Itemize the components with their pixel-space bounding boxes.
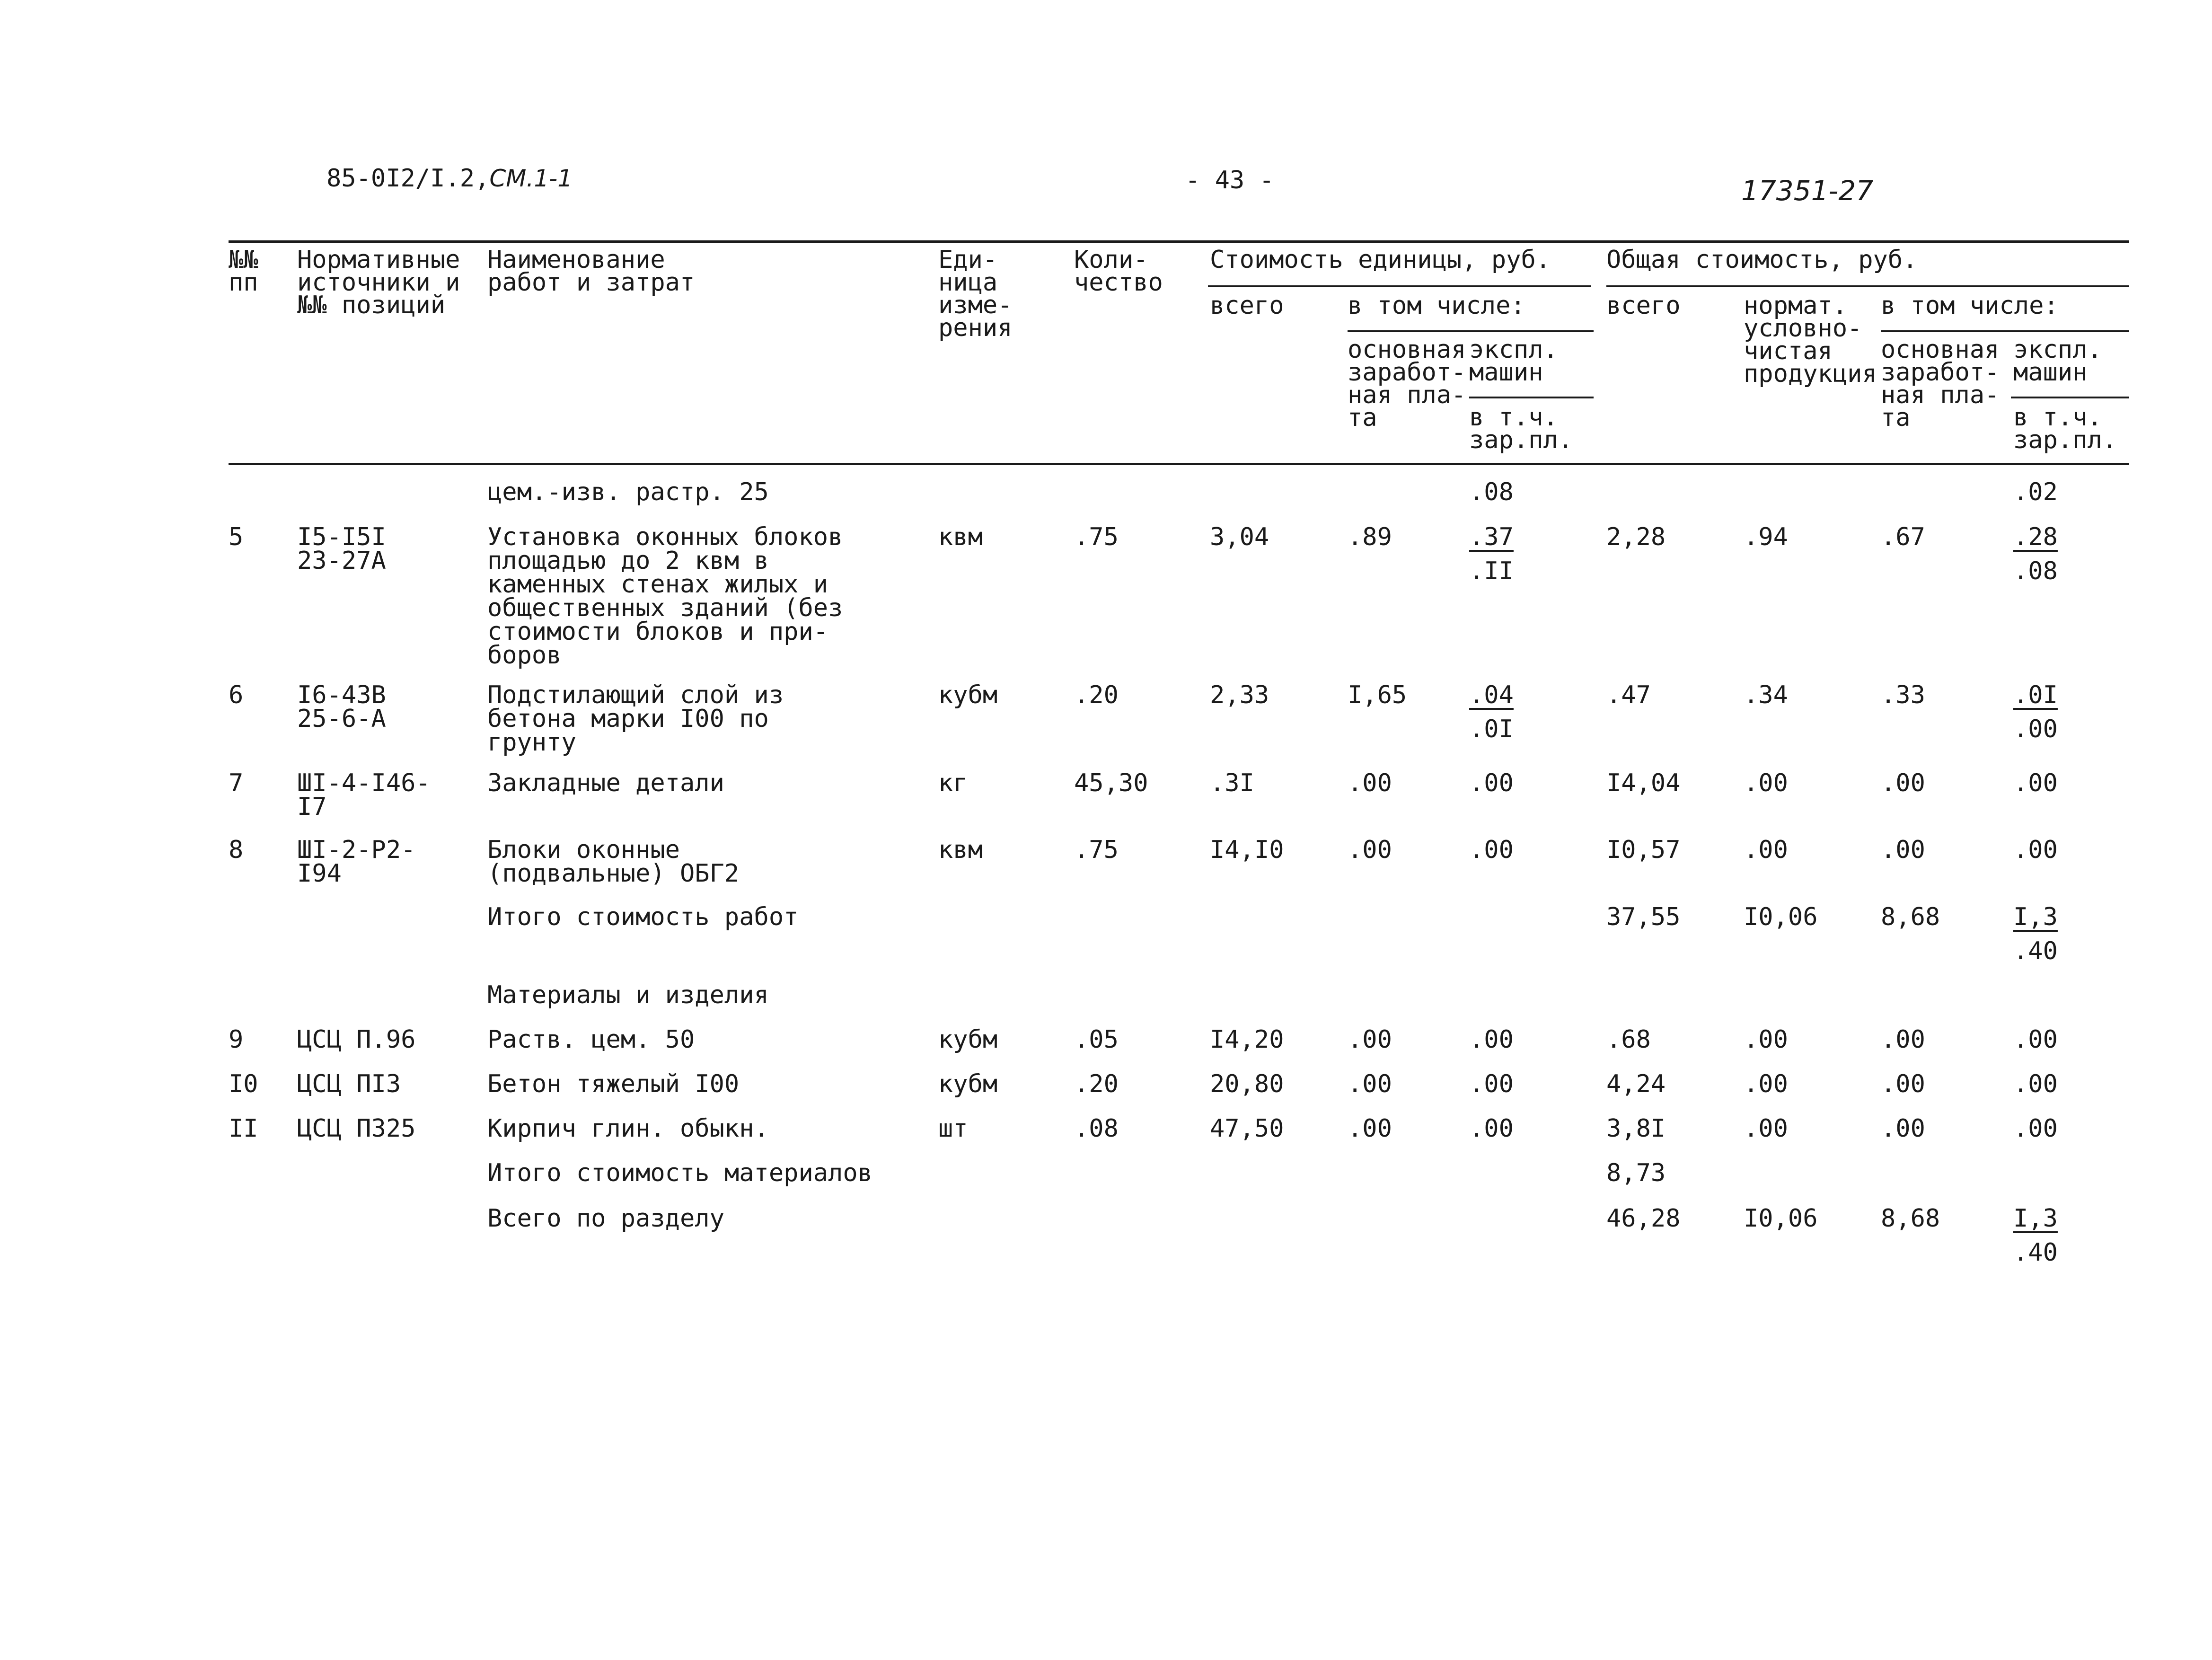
header-sources: Нормативные источники и №№ позиций: [297, 246, 460, 319]
cell-unit: кубм: [938, 681, 998, 709]
cell-name: Всего по разделу: [487, 1204, 724, 1233]
cell-t-wage: .00: [1881, 836, 1925, 864]
document-code-handwritten: СМ.1-1: [489, 165, 573, 192]
cell-t-mach: .28: [2013, 523, 2058, 551]
cell-u-mach: .04: [1469, 681, 1514, 709]
unit-cost-group-rule: [1208, 285, 1591, 287]
header-bottom-rule: [229, 463, 2129, 465]
cell-u-total: 20,80: [1210, 1070, 1284, 1098]
header-qty: Коли- чество: [1074, 246, 1163, 297]
cell-u-total: 2,33: [1210, 681, 1269, 709]
cell-num: I0: [229, 1070, 258, 1098]
header-name: Наименование работ и затрат: [487, 246, 695, 297]
cell-t-total: 37,55: [1606, 903, 1681, 931]
cell-u-total: 3,04: [1210, 523, 1269, 551]
cell-t-total: 3,8I: [1606, 1114, 1666, 1143]
cell-qty: .08: [1074, 1114, 1119, 1143]
cell-unit: шт: [938, 1114, 968, 1143]
unit-mach-rule: [1469, 397, 1594, 398]
cell-t-mach-wage: .00: [2013, 715, 2058, 743]
cell-u-total: I4,20: [1210, 1025, 1284, 1054]
cell-u-mach-wage: .0I: [1469, 715, 1514, 743]
cell-name: Установка оконных блоков площадью до 2 квм в каменных стенах жилых и общественных зданий (без стоимости блоков и при- боров: [487, 523, 843, 670]
cell-u-total: .3I: [1210, 769, 1254, 797]
cell-t-norm: .00: [1744, 836, 1788, 864]
cell-u-wage: .89: [1348, 523, 1392, 551]
unit-incl-rule: [1348, 330, 1594, 332]
cell-t-total: .47: [1606, 681, 1651, 709]
header-tot-norm: нормат. условно- чистая продукция: [1744, 291, 1877, 388]
cell-t-total: .68: [1606, 1025, 1651, 1054]
cell-unit: кубм: [938, 1025, 998, 1054]
cell-qty: .75: [1074, 836, 1119, 864]
cell-t-norm: .00: [1744, 1070, 1788, 1098]
cell-t-total: I0,57: [1606, 836, 1681, 864]
cell-t-mach: .00: [2013, 836, 2058, 864]
header-tot-wage: основная заработ- ная пла- та: [1881, 336, 2000, 432]
cell-name: Кирпич глин. обыкн.: [487, 1114, 769, 1143]
cell-t-wage: .67: [1881, 523, 1925, 551]
header-tot-incl: в том числе:: [1881, 291, 2059, 320]
cell-t-mach: .00: [2013, 1070, 2058, 1098]
header-unit-cost-group: Стоимость единицы, руб.: [1210, 246, 1551, 274]
cell-qty: .20: [1074, 681, 1119, 709]
cell-source: ШI-2-Р2- I94: [297, 836, 416, 888]
cell-u-wage: .00: [1348, 1070, 1392, 1098]
cell-t-norm: .00: [1744, 1114, 1788, 1143]
cell-name: Итого стоимость работ: [487, 903, 799, 931]
cell-source: ШI-4-I46- I7: [297, 769, 431, 821]
cell-source: I6-43В 25-6-А: [297, 681, 386, 733]
cell-u-mach-wage: .II: [1469, 557, 1514, 585]
cell-qty: .05: [1074, 1025, 1119, 1054]
cell-u-mach: .00: [1469, 769, 1514, 797]
cell-u-wage: .00: [1348, 1025, 1392, 1054]
archive-number: 17351-27: [1741, 175, 1874, 207]
cell-t-mach-wage: .08: [2013, 557, 2058, 585]
header-unit: Еди- ница изме- рения: [938, 246, 1013, 342]
header-tot-mach-wage: в т.ч. зар.пл.: [2013, 403, 2117, 454]
cell-num: 6: [229, 681, 244, 709]
cell-t-wage: 8,68: [1881, 1204, 1940, 1233]
cell-name: цем.-изв. растр. 25: [487, 478, 769, 506]
cell-num: 7: [229, 769, 244, 797]
cell-name: Итого стоимость материалов: [487, 1159, 872, 1187]
cell-t-mach: .02: [2013, 478, 2058, 506]
cell-name: Блоки оконные (подвальные) ОБГ2: [487, 836, 740, 888]
cell-source: I5-I5I 23-27А: [297, 523, 386, 575]
cell-t-norm: I0,06: [1744, 1204, 1818, 1233]
cell-t-mach: I,3: [2013, 903, 2058, 931]
cell-u-mach: .00: [1469, 1114, 1514, 1143]
cell-t-total: 8,73: [1606, 1159, 1666, 1187]
header-unit-mach-wage: в т.ч. зар.пл.: [1469, 403, 1573, 454]
cell-t-mach: I,3: [2013, 1204, 2058, 1233]
cell-unit: кг: [938, 769, 968, 797]
cell-t-wage: .00: [1881, 1025, 1925, 1054]
cell-u-wage: .00: [1348, 1114, 1392, 1143]
tot-mach-rule: [2011, 397, 2129, 398]
cell-u-mach: .00: [1469, 1025, 1514, 1054]
cell-t-mach-wage: .40: [2013, 937, 2058, 965]
cell-num: II: [229, 1114, 258, 1143]
header-unit-total: всего: [1210, 291, 1284, 320]
cell-t-total: 4,24: [1606, 1070, 1666, 1098]
cell-t-mach: .00: [2013, 1114, 2058, 1143]
cell-num: 8: [229, 836, 244, 864]
cell-t-wage: .33: [1881, 681, 1925, 709]
cell-qty: 45,30: [1074, 769, 1148, 797]
cell-name: Подстилающий слой из бетона марки I00 по грунту: [487, 681, 784, 757]
cell-t-wage: 8,68: [1881, 903, 1940, 931]
cell-t-total: 46,28: [1606, 1204, 1681, 1233]
cell-source: ЦСЦ ПI3: [297, 1070, 401, 1098]
header-num: №№ пп: [229, 246, 258, 297]
header-unit-wage: основная заработ- ная пла- та: [1348, 336, 1466, 432]
cell-t-total: I4,04: [1606, 769, 1681, 797]
cell-t-norm: .34: [1744, 681, 1788, 709]
cell-u-mach: .00: [1469, 1070, 1514, 1098]
cell-u-wage: I,65: [1348, 681, 1407, 709]
cell-u-wage: .00: [1348, 769, 1392, 797]
cell-t-mach: .00: [2013, 769, 2058, 797]
cell-u-mach: .37: [1469, 523, 1514, 551]
cell-t-norm: .00: [1744, 1025, 1788, 1054]
header-tot-mach: экспл. машин: [2013, 336, 2102, 387]
cell-t-mach: .00: [2013, 1025, 2058, 1054]
cell-u-mach: .08: [1469, 478, 1514, 506]
cell-t-mach: .0I: [2013, 681, 2058, 709]
cell-source: ЦСЦ П325: [297, 1114, 416, 1143]
header-unit-incl: в том числе:: [1348, 291, 1525, 320]
header-tot-total: всего: [1606, 291, 1681, 320]
cell-name: Материалы и изделия: [487, 981, 769, 1009]
total-cost-group-rule: [1606, 285, 2129, 287]
cell-t-norm: .00: [1744, 769, 1788, 797]
cell-u-total: I4,I0: [1210, 836, 1284, 864]
cell-num: 5: [229, 523, 244, 551]
cell-t-norm: I0,06: [1744, 903, 1818, 931]
header-total-cost-group: Общая стоимость, руб.: [1606, 246, 1918, 274]
tot-incl-rule: [1881, 330, 2129, 332]
cell-name: Закладные детали: [487, 769, 724, 797]
cell-t-wage: .00: [1881, 1070, 1925, 1098]
header-unit-mach: экспл. машин: [1469, 336, 1558, 387]
cell-t-wage: .00: [1881, 1114, 1925, 1143]
cell-unit: квм: [938, 523, 983, 551]
page-number: - 43 -: [1185, 166, 1274, 194]
document-code-text: 85-0I2/I.2,: [326, 164, 490, 193]
cell-num: 9: [229, 1025, 244, 1054]
document-code: [326, 164, 573, 193]
cell-qty: .75: [1074, 523, 1119, 551]
cell-t-total: 2,28: [1606, 523, 1666, 551]
cell-u-wage: .00: [1348, 836, 1392, 864]
cell-u-mach: .00: [1469, 836, 1514, 864]
cell-name: Раств. цем. 50: [487, 1025, 695, 1054]
cell-source: ЦСЦ П.96: [297, 1025, 416, 1054]
cell-unit: квм: [938, 836, 983, 864]
table-top-rule: [229, 240, 2129, 243]
cell-t-mach-wage: .40: [2013, 1238, 2058, 1267]
cell-t-norm: .94: [1744, 523, 1788, 551]
cell-unit: кубм: [938, 1070, 998, 1098]
cell-u-total: 47,50: [1210, 1114, 1284, 1143]
cell-qty: .20: [1074, 1070, 1119, 1098]
cell-t-wage: .00: [1881, 769, 1925, 797]
cell-name: Бетон тяжелый I00: [487, 1070, 740, 1098]
